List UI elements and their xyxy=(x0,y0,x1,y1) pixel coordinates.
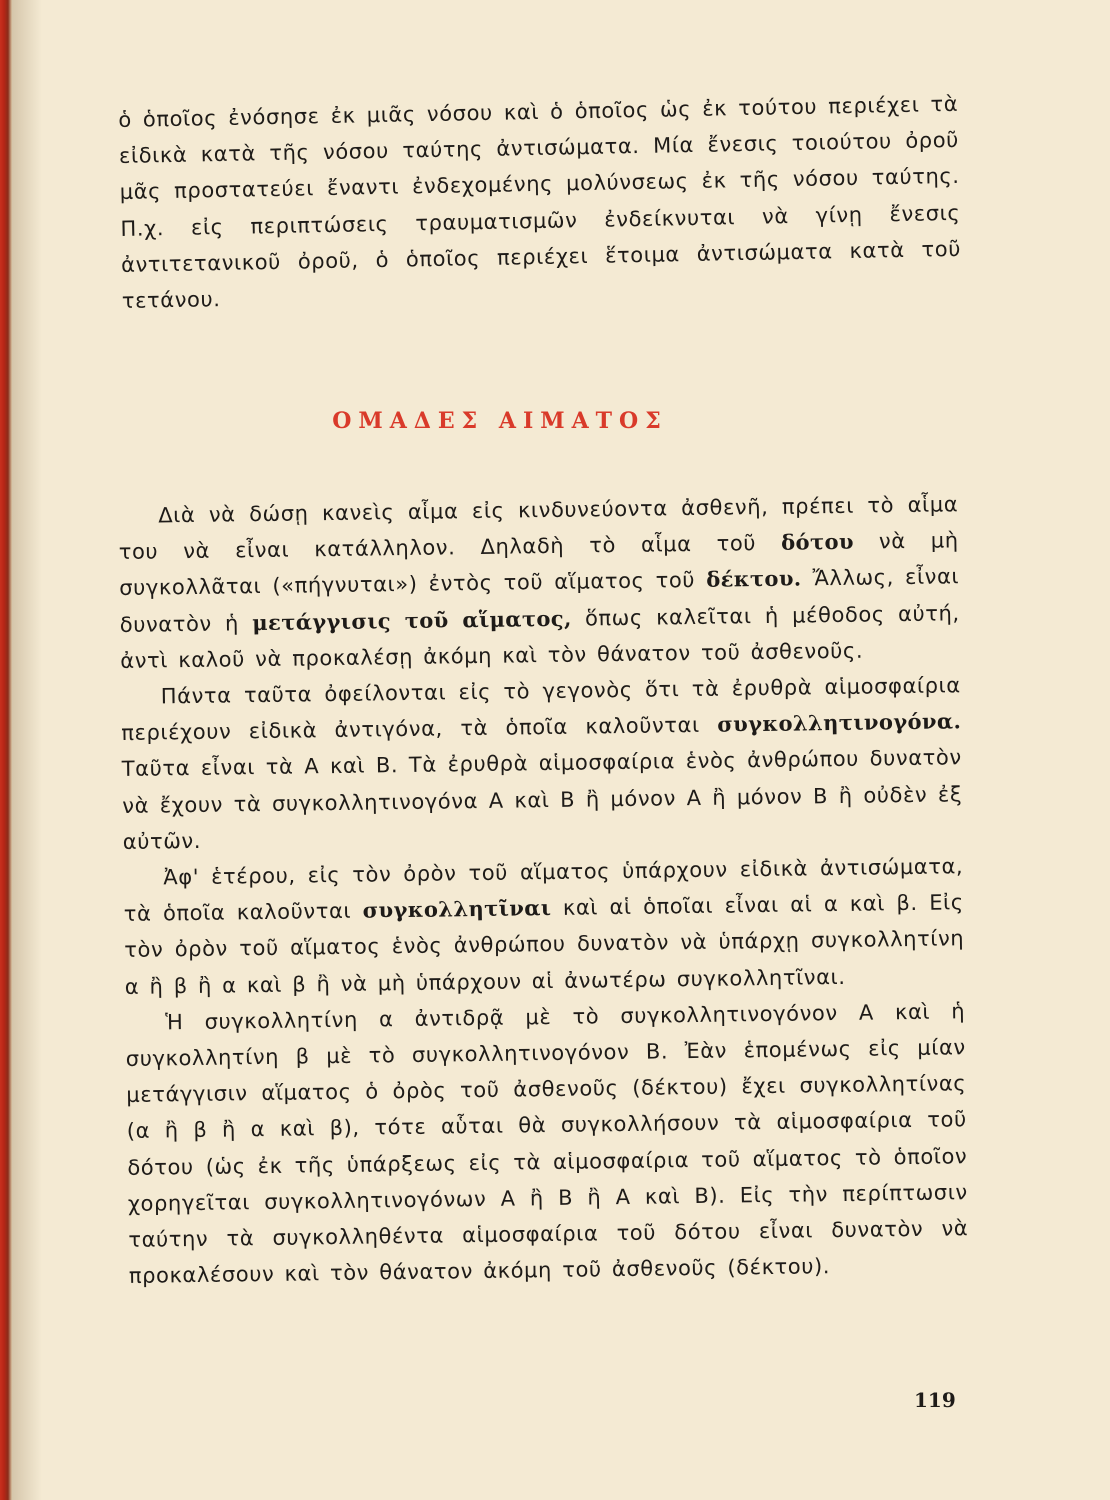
page-number: 119 xyxy=(914,1388,956,1412)
term-blood-transfusion: μετάγγισις τοῦ αἵματος, xyxy=(252,605,572,635)
term-agglutinogens: συγκολλητινογόνα. xyxy=(717,708,962,737)
term-donor: δότου xyxy=(780,528,855,555)
term-recipient: δέκτου. xyxy=(706,565,802,593)
p2-text-a: Πάντα ταῦτα ὀφείλονται εἰς τὸ γεγονὸς ὅτι τὰ ἐρυθρὰ αἱμοσφαίρια περιέχουν εἰδικὰ ἀντιγόνα, τὰ ὁποῖα καλοῦνται xyxy=(121,673,961,746)
p1-text-d: Ἄλλως, εἶναι δυνατὸν ἡ xyxy=(119,564,960,637)
paragraph-agglutinins xyxy=(123,848,965,1005)
intro-paragraph xyxy=(118,86,962,319)
paragraph-agglutinogens xyxy=(121,667,963,860)
page-gutter-shadow xyxy=(12,0,42,1500)
section-body xyxy=(118,486,969,1294)
p3-text-c: καὶ αἱ ὁποῖαι εἶναι αἱ α καὶ β. Εἰς τὸν ὀρὸν τοῦ αἵματος ἑνὸς ἀνθρώπου δυνατὸν νὰ ὑπάρχῃ συγκολλητίνη α ἢ β ἢ α καὶ β ἢ νὰ μὴ ὑπάρχουν αἱ ἀνωτέρω συγκολλητῖναι. xyxy=(124,890,965,999)
p1-text-e: ὅπως καλεῖται ἡ μέθοδος αὐτή, ἀντὶ καλοῦ νὰ προκαλέσῃ ἀκόμη καὶ τὸν θάνατον τοῦ ἀσθενοῦς. xyxy=(120,600,960,673)
p1-text-c: νὰ μὴ συγκολλᾶται («πήγνυται») ἐντὸς τοῦ αἵματος τοῦ xyxy=(119,528,959,601)
page-binding-edge xyxy=(0,0,12,1500)
term-agglutinins: συγκολλητῖναι xyxy=(362,895,552,923)
paragraph-reaction: Ἡ συγκολλητίνη α ἀντιδρᾷ μὲ τὸ συγκολλητινογόνον Α καὶ ἡ συγκολλητίνη β μὲ τὸ συγκολλητινογόνον Β. Ἐὰν ἑπομένως εἰς μίαν μετάγγισιν αἵματος ὁ ὀρὸς τοῦ ἀσθενοῦς (δέκτου) ἔχει συγκολλητίνας (α ἢ β ἢ α καὶ β), τότε αὗται θὰ συγκολλήσουν τὰ αἱμοσφαίρια τοῦ δότου (ὡς ἐκ τῆς ὑπάρξεως εἰς τὰ αἱμοσφαίρια τοῦ αἵματος τὸ ὁποῖον χορηγεῖται συγκολλητινογόνων Α ἢ Β ἢ Α καὶ Β). Εἰς τὴν περίπτωσιν ταύτην τὰ συγκολληθέντα αἱμοσφαίρια τοῦ δότου εἶναι δυνατὸν νὰ προκαλέσουν καὶ τὸν θάνατον ἀκόμη τοῦ ἀσθενοῦς (δέκτου). xyxy=(125,999,969,1289)
paragraph-transfusion xyxy=(118,486,960,679)
p1-text-a: Διὰ νὰ δώσῃ κανεὶς αἷμα εἰς κινδυνεύοντα ἀσθενῆ, πρέπει τὸ αἷμα του νὰ εἶναι κατάλληλον. Δηλαδὴ τὸ αἷμα τοῦ xyxy=(118,492,959,565)
intro-text: ὁ ὁποῖος ἐνόσησε ἐκ μιᾶς νόσου καὶ ὁ ὁποῖος ὡς ἐκ τούτου περιέχει τὰ εἰδικὰ κατὰ τῆς νόσου ταύτης ἀντισώματα. Μία ἔνεσις τοιούτου ὀροῦ μᾶς προστατεύει ἔναντι ἐνδεχομένης μολύνσεως ἐκ τῆς νόσου ταύτης. Π.χ. εἰς περιπτώσεις τραυματισμῶν ἐνδείκνυται νὰ γίνῃ ἔνεσις ἀντιτετανικοῦ ὀροῦ, ὁ ὁποῖος περιέχει ἕτοιμα ἀντισώματα κατὰ τοῦ τετάνου. xyxy=(118,91,962,313)
section-heading: ΟΜΑΔΕΣ ΑΙΜΑΤΟΣ xyxy=(332,408,668,434)
p3-text-a: Ἀφ' ἑτέρου, εἰς τὸν ὀρὸν τοῦ αἵματος ὑπάρχουν εἰδικὰ ἀντισώματα, τὰ ὁποῖα καλοῦνται xyxy=(123,854,964,927)
p2-text-c: Ταῦτα εἶναι τὰ Α καὶ Β. Τὰ ἐρυθρὰ αἱμοσφαίρια ἑνὸς ἀνθρώπου δυνατὸν νὰ ἔχουν τὰ συγκολλητινογόνα Α καὶ Β ἢ μόνον Α ἢ μόνον Β ἢ οὐδὲν ἐξ αὐτῶν. xyxy=(121,745,963,854)
